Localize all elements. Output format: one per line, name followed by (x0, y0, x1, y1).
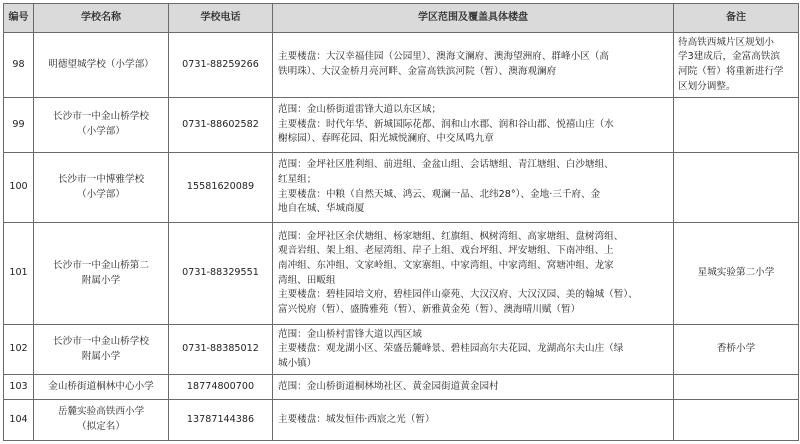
remarks-line: 星城实验第二小学 (697, 267, 775, 279)
table-row (4, 375, 799, 400)
school-name (34, 98, 169, 153)
range-line: 主要楼盘：碧桂园培文府、碧桂园伴山豪苑、大汉汉府、大汉汉园、美的翰城（暂）、 (278, 289, 638, 301)
range-line: 范围：金山桥村雷锋大道以西区域 (278, 328, 422, 340)
school-name-line: （拟定名） (77, 421, 125, 432)
range-line: 范围：金坪社区胜利组、前进组、金盆山组、会话塘组、青江塘组、白沙塘组、 (278, 159, 614, 171)
remarks (674, 223, 799, 325)
range-line: 富兴悦府（暂）、盛腾雅苑（暂）、新雅黄金苑（暂）、澳海晴川赋（暂） (278, 303, 581, 315)
header-school-name: 学校名称 (34, 4, 169, 33)
school-name (34, 33, 169, 98)
school-name-line: 长沙市一中博雅学校 (57, 173, 145, 185)
row-no: 104 (4, 400, 34, 441)
school-name-line: 金山桥街道桐林中心小学 (48, 380, 154, 392)
range-line: 范围：金坪社区余伏塘组、杨家塘组、红旗组、枫树湾组、高家塘组、盘树湾组、 (278, 230, 624, 242)
row-no: 100 (4, 153, 34, 223)
school-phone: 0731-88329551 (169, 223, 273, 325)
remarks (674, 325, 799, 375)
range-line: 主要楼盘：大汉幸福佳园（公园里）、澳海文澜府、澳海望洲府、群峰小区（高 (278, 51, 609, 63)
range-line: 城小镇） (278, 357, 317, 369)
range-line: 南冲组、东冲组、文家岭组、文家寨组、中家湾组、中家湾组、窝塘冲组、龙家 (278, 259, 614, 271)
school-phone: 0731-88602582 (169, 98, 273, 153)
range-line: 主要楼盘：中粮（自然天城、鸿云、观澜一品、北纬28°）、金地·三千府、金 (278, 188, 601, 200)
remarks-line: 学3建成后，金富高铁滨 (678, 51, 781, 63)
row-no: 102 (4, 325, 34, 375)
range-line: 红星组； (278, 173, 317, 185)
school-name-line: 附属小学 (81, 274, 121, 286)
remarks (674, 153, 799, 223)
district-range (273, 223, 674, 325)
remarks-line: 区划分调整。 (678, 80, 736, 92)
district-range (273, 153, 674, 223)
school-phone: 13787144386 (169, 400, 273, 441)
school-name (34, 400, 169, 441)
school-phone: 15581620089 (169, 153, 273, 223)
range-line: 主要楼盘：城发恒伟·西宸之光（暂） (278, 413, 435, 425)
remarks (674, 375, 799, 400)
school-district-table (3, 3, 799, 441)
table-header-row (4, 4, 799, 33)
school-name-line: 附属小学 (81, 350, 121, 362)
range-line: 范围：金山桥街道桐林坳社区、黄金园街道黄金园村 (278, 380, 499, 392)
row-no: 98 (4, 33, 34, 98)
header-no: 编号 (4, 4, 34, 33)
remarks (674, 98, 799, 153)
range-line: 主要楼盘：观龙湖小区、荣盛岳麓峰景、碧桂园高尔夫花园、龙湖高尔夫山庄（绿 (278, 343, 624, 355)
district-range (273, 325, 674, 375)
range-line: 地自在城、华城商厦 (278, 203, 365, 215)
table-row (4, 325, 799, 375)
remarks-line: 待高铁西城片区规划小 (678, 36, 774, 48)
school-name (34, 325, 169, 375)
header-school-phone: 学校电话 (169, 4, 273, 33)
school-name-line: 长沙市一中金山桥第二 (53, 259, 149, 271)
row-no: 103 (4, 375, 34, 400)
table-row (4, 153, 799, 223)
range-line: 观音岩组、架上组、老屋湾组、岸子上组、戏台坪组、坪安塘组、下南冲组、上 (278, 245, 614, 257)
remarks (674, 400, 799, 441)
school-name-line: 长沙市一中金山桥学校 (53, 111, 149, 123)
range-line: 范围：金山桥街道雷锋大道以东区域； (278, 104, 442, 116)
school-name-line: （小学部） (77, 126, 125, 137)
school-phone: 0731-88259266 (169, 33, 273, 98)
district-range (273, 375, 674, 400)
range-line: 榭棕园）、春晖花园、阳光城悦澜府、中交凤鸣九章 (278, 133, 494, 145)
table-row (4, 33, 799, 98)
header-district-range: 学区范围及覆盖具体楼盘 (273, 4, 674, 33)
school-phone: 0731-88385012 (169, 325, 273, 375)
school-phone: 18774800700 (169, 375, 273, 400)
range-line: 湾组、田畈组 (278, 274, 336, 286)
district-range (273, 33, 674, 98)
table-row (4, 223, 799, 325)
school-district-table-container (3, 3, 798, 441)
school-name-line: 长沙市一中金山桥学校 (53, 335, 149, 347)
school-name-line: （小学部） (77, 188, 125, 200)
remarks-line: 河院（暂）将重新进行学 (678, 66, 784, 77)
school-name (34, 223, 169, 325)
table-row (4, 400, 799, 441)
table-row (4, 98, 799, 153)
school-name-line: 明德望城学校（小学部） (48, 58, 154, 70)
range-line: 铁明珠）、大汉金桥月亮河畔、金富高铁滨河院（暂）、澳海观澜府 (278, 66, 557, 77)
school-name (34, 375, 169, 400)
district-range (273, 400, 674, 441)
row-no: 101 (4, 223, 34, 325)
row-no: 99 (4, 98, 34, 153)
range-line: 主要楼盘：时代年华、新城国际花都、润和山水郡、润和谷山郡、悦禧山庄（水 (278, 118, 614, 130)
header-remarks: 备注 (674, 4, 799, 33)
school-name-line: 岳麓实验高铁西小学 (57, 406, 145, 418)
district-range (273, 98, 674, 153)
remarks-line: 香桥小学 (716, 343, 756, 355)
remarks (674, 33, 799, 98)
school-name (34, 153, 169, 223)
